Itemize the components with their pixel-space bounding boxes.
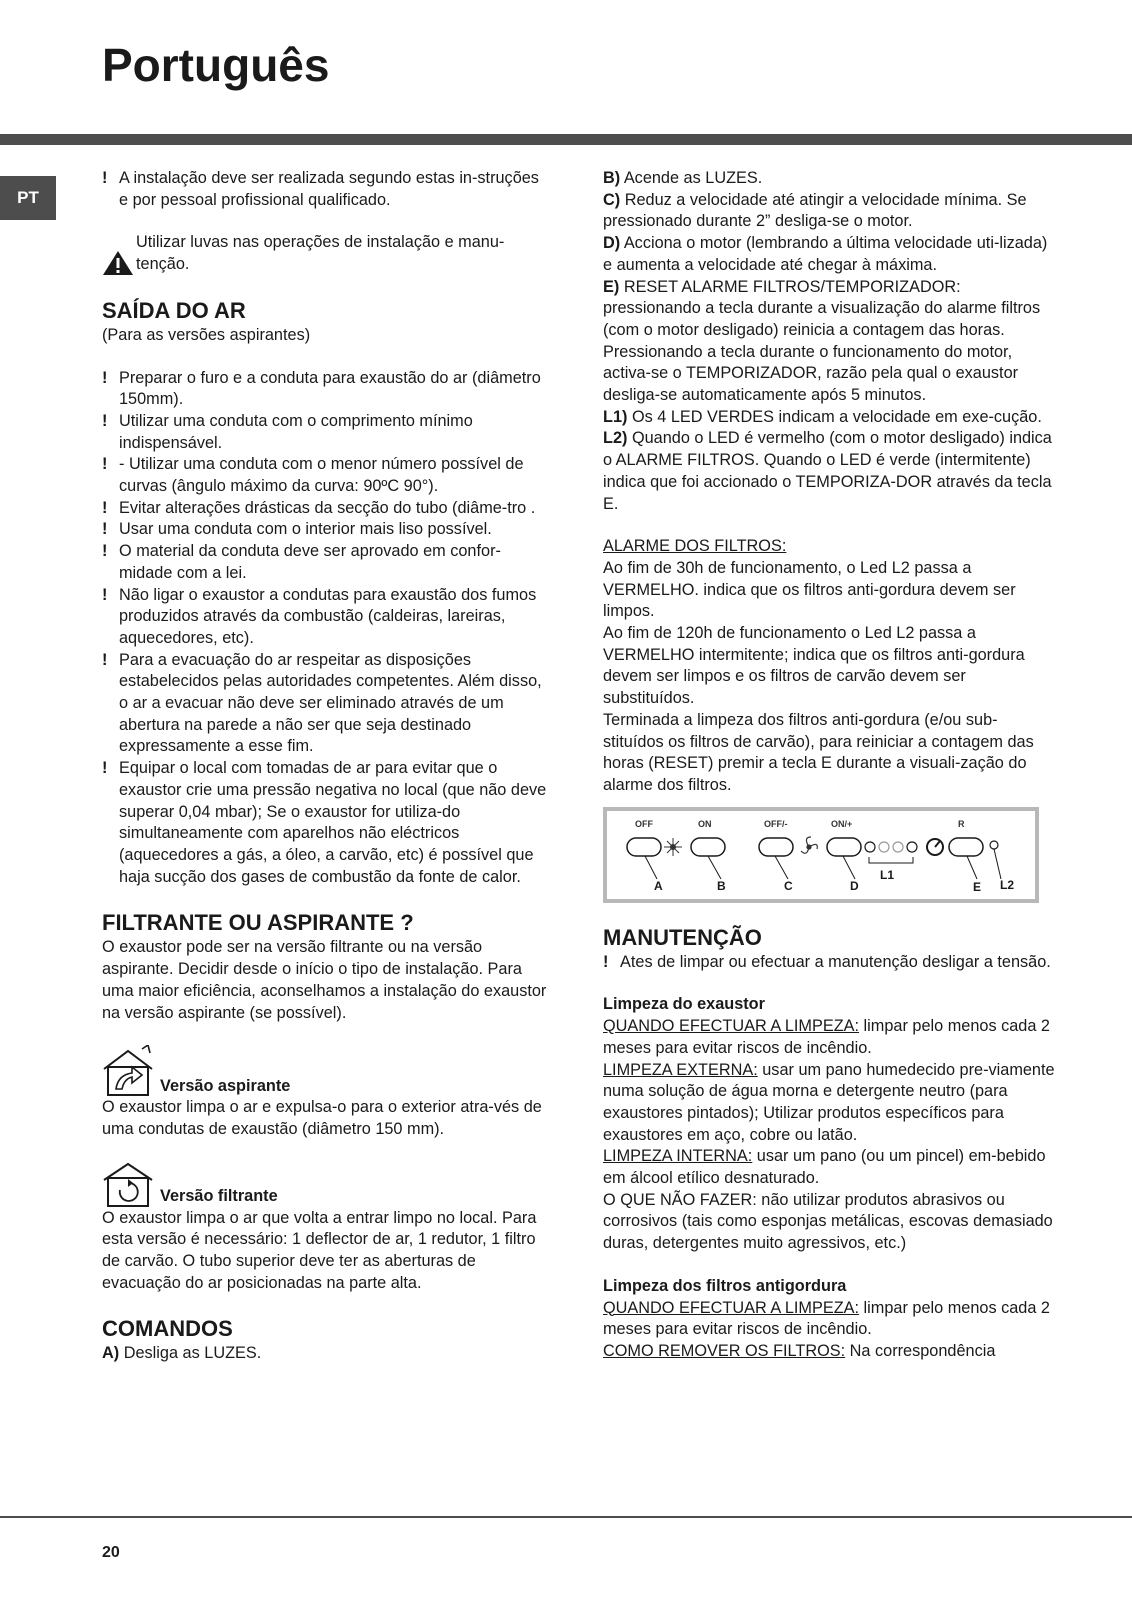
top-divider (0, 134, 1132, 145)
speed-leds (865, 842, 917, 852)
alarme-p3: Terminada a limpeza dos filtros anti-gordura (e/ou sub-stituídos os filtros de carvão), para reiniciar a contagem das horas (RESET) premir a tecla E durante a visuali-zação do alarme dos filtros. (603, 710, 1034, 794)
panel-label-on: ON (698, 818, 712, 829)
list-item: ! Não ligar o exaustor a condutas para exaustão dos fumos produzidos através da combustão (caldeiras, lareiras, aquecedores, etc). (102, 585, 537, 647)
list-item: ! Utilizar uma conduta com o comprimento mínimo indispensável. (102, 411, 473, 452)
panel-letter-l2: L2 (1000, 877, 1015, 892)
filtrante-version-text: O exaustor limpa o ar que volta a entrar limpo no local. Para esta versão é necessário: 1 deflector de ar, 1 redutor, 1 filtro de carvão. O tubo superior deve ter as aberturas de evacuação do ar posicionadas na parte alta. (102, 1208, 537, 1292)
speed-up-button (827, 838, 861, 856)
manutencao-heading: MANUTENÇÃO (603, 924, 762, 950)
gloves-warning (102, 232, 552, 275)
panel-letter-l1: L1 (880, 867, 895, 882)
install-note (102, 168, 552, 211)
bottom-divider (0, 1516, 1132, 1518)
exclamation-icon: ! (603, 952, 609, 971)
right-column (603, 168, 1055, 1363)
quando2-paragraph: QUANDO EFECTUAR A LIMPEZA: limpar pelo menos cada 2 meses para evitar riscos de incêndio. (603, 1298, 1050, 1339)
comandos-heading: COMANDOS (102, 1316, 233, 1342)
ducted-house-icon (102, 1045, 154, 1097)
list-item: ! Evitar alterações drásticas da secção do tubo (diâme-tro . (102, 498, 536, 517)
page-title: Português (102, 39, 330, 91)
filtrante-row (102, 1162, 552, 1208)
recirculating-house-icon (102, 1162, 154, 1208)
externa-paragraph: LIMPEZA EXTERNA: usar um pano humedecido pre-viamente numa solução de água morna e detergente neutro (para exaustores pintados); Utilizar produtos específicos para exaustores em aço, cobre ou latão. (603, 1060, 1055, 1144)
gloves-text: Utilizar luvas nas operações de instalação e manu-tenção. (136, 233, 505, 274)
alarme-p2: Ao fim de 120h de funcionamento o Led L2 passa a VERMELHO intermitente; indica que os filtros anti-gordura devem ser limpos e os filtros de carvão devem ser substituídos. (603, 624, 1025, 708)
comando-c: C) Reduz a velocidade até atingir a velocidade mínima. Se pressionado durante 2” desliga-se o motor. (603, 190, 1027, 231)
comando-a: A) Desliga as LUZES. (102, 1344, 262, 1363)
comando-l2: L2) Quando o LED é vermelho (com o motor desligado) indica o ALARME FILTROS. Quando o LED é verde (intermitente) indica que foi accionado o TEMPORIZA-DOR através da tecla E. (603, 429, 1052, 513)
panel-letter-e: E (973, 879, 982, 894)
panel-letter-a: A (654, 878, 663, 893)
comando-e: E) RESET ALARME FILTROS/TEMPORIZADOR: pressionando a tecla durante a visualização do alarme filtros (com o motor desligado) reinicia a contagem das horas. Pressionando a tecla durante o funcionamento do motor, activa-se o TEMPORIZADOR, razão pela qual o exaustor desliga-se automaticamente após 5 minutos. (603, 277, 1041, 405)
reset-button (949, 838, 983, 856)
saida-subheading: (Para as versões aspirantes) (102, 325, 311, 344)
left-column (102, 168, 552, 1365)
panel-label-on-plus: ON/+ (831, 818, 853, 829)
limpeza-filtros-title: Limpeza dos filtros antigordura (603, 1276, 847, 1295)
list-item: ! Usar uma conduta com o interior mais liso possível. (102, 520, 492, 539)
page-number: 20 (102, 1544, 120, 1561)
panel-letter-c: C (784, 878, 793, 893)
manutencao-warning: ! Ates de limpar ou efectuar a manutenção desligar a tensão. (603, 952, 1055, 974)
control-panel-diagram (603, 807, 1039, 903)
panel-letter-b: B (717, 878, 726, 893)
filtrante-title: Versão filtrante (160, 1186, 278, 1205)
interna-paragraph: LIMPEZA INTERNA: usar um pano (ou um pincel) em-bebido em álcool etílico desnaturado. (603, 1147, 1046, 1188)
filter-led (990, 841, 998, 849)
language-tab: PT (0, 176, 56, 220)
comando-d: D) Acciona o motor (lembrando a última velocidade uti-lizada) e aumenta a velocidade até chegar à máxima. (603, 234, 1048, 274)
panel-label-off-minus: OFF/- (764, 818, 788, 829)
list-item: ! Preparar o furo e a conduta para exaustão do ar (diâmetro 150mm). (102, 368, 541, 409)
aspirante-text: O exaustor limpa o ar e expulsa-o para o exterior atra-vés de uma condutas de exaustão (diâmetro 150 mm). (102, 1098, 542, 1138)
alarme-heading: ALARME DOS FILTROS: (603, 537, 787, 556)
comando-b: B) Acende as LUZES. (603, 169, 763, 187)
comando-l1: L1) Os 4 LED VERDES indicam a velocidade em exe-cução. (603, 407, 1042, 426)
filtrante-heading: FILTRANTE OU ASPIRANTE ? (102, 910, 414, 936)
quando-paragraph: QUANDO EFECTUAR A LIMPEZA: limpar pelo menos cada 2 meses para evitar riscos de incêndio. (603, 1017, 1050, 1057)
panel-letter-d: D (850, 878, 859, 893)
aspirante-row (102, 1045, 552, 1097)
list-item: ! Equipar o local com tomadas de ar para evitar que o exaustor crie uma pressão negativa no local (que não deve superar 0,04 mbar); Se o exaustor for utiliza-do simultaneamente com aparelhos não eléctricos (aquecedores a gás, a óleo, a carvão, etc) é possível que haja sucção dos gases de combustão da fonte de calor. (102, 759, 547, 886)
fan-icon (801, 837, 817, 853)
nao-fazer-paragraph: O QUE NÃO FAZER: não utilizar produtos abrasivos ou corrosivos (tais como esponjas metálicas, escovas demasiado duras, detergentes muito agressivos, etc.) (603, 1190, 1053, 1253)
list-item: ! - Utilizar uma conduta com o menor número possível de curvas (ângulo máximo da curva: 90ºC 90°). (102, 455, 524, 496)
panel-label-off: OFF (635, 818, 653, 829)
panel-label-r: R (958, 818, 965, 829)
light-icon (664, 838, 682, 856)
aspirante-title: Versão aspirante (160, 1076, 291, 1095)
limpeza-exaustor-title: Limpeza do exaustor (603, 995, 765, 1014)
speed-down-button (759, 838, 793, 856)
off-button (627, 838, 661, 856)
list-item: ! Para a evacuação do ar respeitar as disposições estabelecidos pelas autoridades competentes. Além disso, o ar a evacuar não deve ser eliminado através de um abertura na parede a não ser que seja destinado expressamente a esse fim. (102, 650, 542, 756)
install-text: A instalação deve ser realizada segundo estas in-struções e por pessoal profissional qualificado. (119, 169, 539, 209)
on-button (691, 838, 725, 856)
timer-icon (927, 839, 943, 855)
filtrante-text: O exaustor pode ser na versão filtrante ou na versão aspirante. Decidir desde o início o tipo de instalação. Para uma maior eficiência, aconselhamos a instalação do exaustor na versão aspirante (se possível). (102, 938, 547, 1022)
saida-heading: SAÍDA DO AR (102, 297, 246, 323)
remover-paragraph: COMO REMOVER OS FILTROS: Na correspondência (603, 1341, 996, 1360)
warning-icon (102, 250, 134, 276)
saida-list (102, 368, 552, 889)
alarme-p1: Ao fim de 30h de funcionamento, o Led L2 passa a VERMELHO. indica que os filtros anti-gordura devem ser limpos. (603, 558, 1016, 621)
list-item: ! O material da conduta deve ser aprovado em confor-midade com a lei. (102, 542, 501, 582)
exclamation-icon: ! (102, 169, 108, 187)
